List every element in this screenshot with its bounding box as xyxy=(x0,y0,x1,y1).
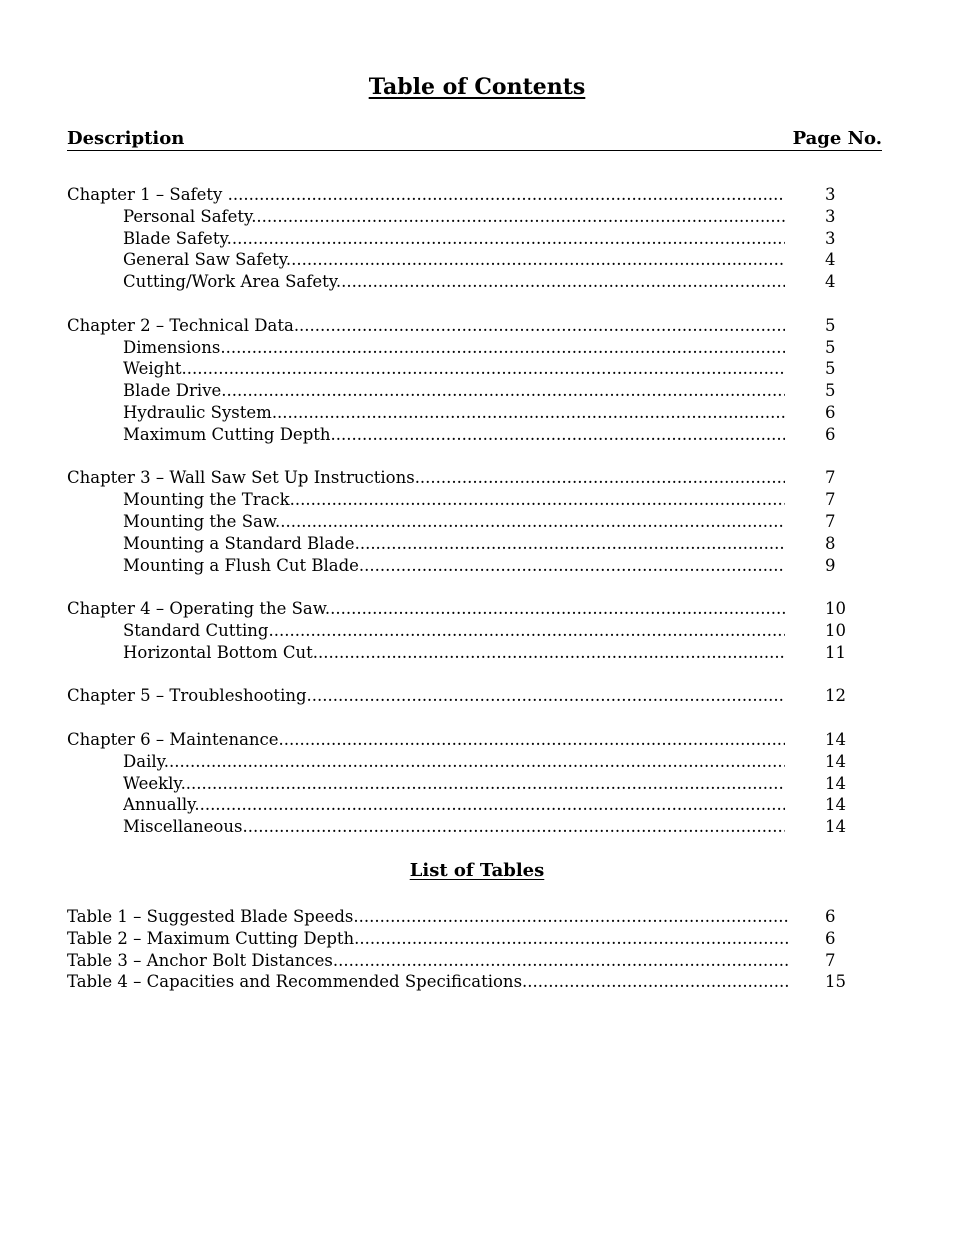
toc-entry xyxy=(67,489,857,511)
entry-page-number: 6 xyxy=(825,928,836,948)
toc-entry xyxy=(67,555,857,577)
entry-page-number: 14 xyxy=(825,751,846,771)
entry-label: Daily ..... xyxy=(123,751,785,773)
toc-entry xyxy=(67,358,857,380)
entry-label: Mounting the Track ..... xyxy=(123,489,785,511)
toc-entry xyxy=(67,511,857,533)
entry-page-number: 14 xyxy=(825,729,846,749)
entry-page-number: 6 xyxy=(825,424,836,444)
toc-entry xyxy=(67,729,857,751)
entry-page-number: 11 xyxy=(825,642,846,662)
entry-label: Chapter 2 – Technical Data ..... xyxy=(67,315,785,337)
entry-label: Annually ..... xyxy=(123,794,785,816)
entry-label: Mounting a Standard Blade ..... xyxy=(123,533,785,555)
entry-label: Blade Safety ..... xyxy=(123,228,785,250)
entry-page-number: 4 xyxy=(825,250,836,270)
toc-entry xyxy=(67,315,857,337)
toc-entry xyxy=(67,971,857,993)
page-no-header: Page No. xyxy=(792,128,882,149)
entry-label: General Saw Safety ..... xyxy=(123,249,785,271)
entry-label: Standard Cutting ..... xyxy=(123,620,785,642)
entry-page-number: 15 xyxy=(825,972,846,992)
entry-label: Hydraulic System ..... xyxy=(123,402,785,424)
entry-label: Chapter 6 – Maintenance ..... xyxy=(67,729,785,751)
toc-entry xyxy=(67,751,857,773)
toc-entry xyxy=(67,249,857,271)
description-header: Description xyxy=(67,128,185,149)
list-of-tables-title: List of Tables xyxy=(409,860,545,881)
entry-label: Personal Safety ..... xyxy=(123,206,785,228)
toc-entries xyxy=(67,184,857,838)
toc-entry xyxy=(67,906,857,928)
entry-label: Chapter 1 – Safety ..... xyxy=(67,184,785,206)
entry-label: Mounting a Flush Cut Blade ..... xyxy=(123,555,785,577)
entry-label: Dimensions ..... xyxy=(123,337,785,359)
entry-page-number: 3 xyxy=(825,206,836,226)
toc-entry xyxy=(67,424,857,446)
entry-label: Table 3 – Anchor Bolt Distances ..... xyxy=(67,950,789,972)
entry-label: Chapter 5 – Troubleshooting ..... xyxy=(67,685,785,707)
toc-entry xyxy=(67,816,857,838)
entry-label: Cutting/Work Area Safety ..... xyxy=(123,271,785,293)
toc-entry xyxy=(67,685,857,707)
entry-page-number: 7 xyxy=(825,511,836,531)
entry-label: Table 4 – Capacities and Recommended Specifications ..... xyxy=(67,971,789,993)
toc-entry xyxy=(67,598,857,620)
entry-label: Miscellaneous ..... xyxy=(123,816,785,838)
entry-page-number: 5 xyxy=(825,359,836,379)
toc-entry xyxy=(67,794,857,816)
entry-page-number: 10 xyxy=(825,620,846,640)
entry-label: Mounting the Saw ..... xyxy=(123,511,785,533)
entry-page-number: 12 xyxy=(825,686,846,706)
entry-label: Weekly ..... xyxy=(123,773,785,795)
entry-page-number: 6 xyxy=(825,402,836,422)
toc-entry xyxy=(67,337,857,359)
entry-page-number: 7 xyxy=(825,468,836,488)
entry-page-number: 14 xyxy=(825,795,846,815)
entry-page-number: 3 xyxy=(825,228,836,248)
entry-page-number: 4 xyxy=(825,272,836,292)
entry-label: Chapter 3 – Wall Saw Set Up Instructions ..... xyxy=(67,467,785,489)
toc-header xyxy=(67,128,882,151)
toc-entry xyxy=(67,206,857,228)
toc-entry xyxy=(67,773,857,795)
entry-page-number: 8 xyxy=(825,533,836,553)
entry-label: Horizontal Bottom Cut ..... xyxy=(123,642,785,664)
entry-page-number: 6 xyxy=(825,907,836,926)
entry-page-number: 10 xyxy=(825,599,846,619)
entry-page-number: 9 xyxy=(825,555,836,575)
toc-entry xyxy=(67,402,857,424)
entry-page-number: 5 xyxy=(825,315,836,335)
toc-entry xyxy=(67,533,857,555)
toc-entry xyxy=(67,271,857,293)
entry-page-number: 7 xyxy=(825,950,836,970)
entry-page-number: 7 xyxy=(825,490,836,510)
entry-page-number: 14 xyxy=(825,773,846,793)
entry-page-number: 5 xyxy=(825,381,836,401)
entry-page-number: 3 xyxy=(825,185,836,204)
toc-entry xyxy=(67,380,857,402)
toc-entry xyxy=(67,467,857,489)
toc-entry xyxy=(67,928,857,950)
toc-entry xyxy=(67,184,857,206)
entry-label: Table 2 – Maximum Cutting Depth ..... xyxy=(67,928,789,950)
entry-page-number: 14 xyxy=(825,817,846,837)
toc-entry xyxy=(67,620,857,642)
entry-page-number: 5 xyxy=(825,337,836,357)
toc-title: Table of Contents xyxy=(368,74,586,100)
list-of-tables-entries xyxy=(67,906,857,993)
toc-entry xyxy=(67,642,857,664)
entry-label: Table 1 – Suggested Blade Speeds ..... xyxy=(67,906,789,928)
entry-label: Chapter 4 – Operating the Saw ..... xyxy=(67,598,785,620)
entry-label: Blade Drive ..... xyxy=(123,380,785,402)
entry-label: Maximum Cutting Depth ..... xyxy=(123,424,785,446)
entry-label: Weight ..... xyxy=(123,358,785,380)
toc-entry xyxy=(67,950,857,972)
toc-entry xyxy=(67,228,857,250)
